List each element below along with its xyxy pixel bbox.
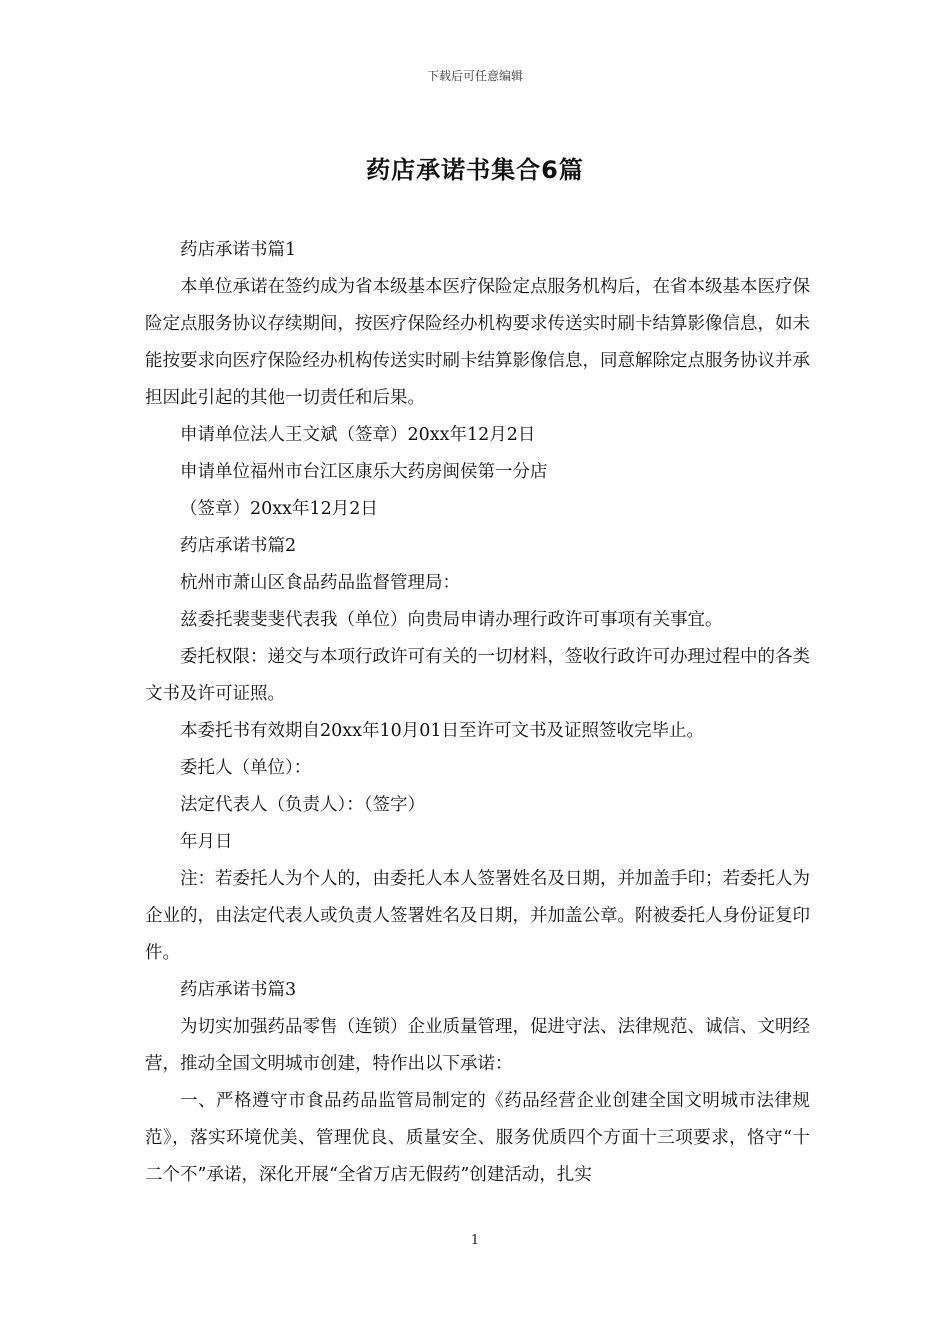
- header-note: 下载后可任意编辑: [426, 69, 523, 83]
- document-body: [145, 232, 810, 1194]
- paragraph: 委托人（单位）：: [180, 758, 312, 778]
- paragraph: 为切实加强药品零售（连锁）企业质量管理，促进守法、法律规范、诚信、文明经营，推动全国文明城市创建，特作出以下承诺：: [145, 1017, 810, 1074]
- paragraph: 一、严格遵守市食品药品监管局制定的《药品经营企业创建全国文明城市法律规范》，落实环境优美、管理优良、质量安全、服务优质四个方面十三项要求，恪守“十二个不”承诺，深化开展“全省万店无假药”创建活动，扎实: [145, 1091, 810, 1185]
- paragraph: 委托权限：递交与本项行政许可有关的一切材料，签收行政许可办理过程中的各类文书及许可证照。: [145, 647, 810, 704]
- paragraph: 法定代表人（负责人）：（签字）: [180, 795, 425, 815]
- document-title: 药店承诺书集合6篇: [366, 156, 584, 184]
- paragraph: 兹委托裴斐斐代表我（单位）向贵局申请办理行政许可事项有关事宜。: [180, 610, 723, 630]
- paragraph: 本委托书有效期自20xx年10月01日至许可文书及证照签收完毕止。: [180, 721, 705, 741]
- paragraph: （签章）20xx年12月2日: [180, 499, 378, 519]
- paragraph: 注：若委托人为个人的，由委托人本人签署姓名及日期，并加盖手印；若委托人为企业的，由法定代表人或负责人签署姓名及日期，并加盖公章。附被委托人身份证复印件。: [145, 869, 810, 963]
- paragraph-heading-2: 药店承诺书篇2: [180, 536, 297, 556]
- paragraph: 申请单位福州市台江区康乐大药房闽侯第一分店: [180, 462, 548, 482]
- paragraph: 申请单位法人王文斌（签章）20xx年12月2日: [180, 425, 536, 445]
- paragraph: 杭州市萧山区食品药品监督管理局：: [180, 573, 460, 593]
- paragraph-heading-1: 药店承诺书篇1: [180, 240, 297, 260]
- page-number: 1: [470, 1233, 480, 1248]
- paragraph: 本单位承诺在签约成为省本级基本医疗保险定点服务机构后，在省本级基本医疗保险定点服务协议存续期间，按医疗保险经办机构要求传送实时刷卡结算影像信息，如未能按要求向医疗保险经办机构传送实时刷卡结算影像信息，同意解除定点服务协议并承担因此引起的其他一切责任和后果。: [145, 277, 810, 408]
- paragraph-heading-3: 药店承诺书篇3: [180, 980, 297, 1000]
- paragraph: 年月日: [180, 832, 233, 852]
